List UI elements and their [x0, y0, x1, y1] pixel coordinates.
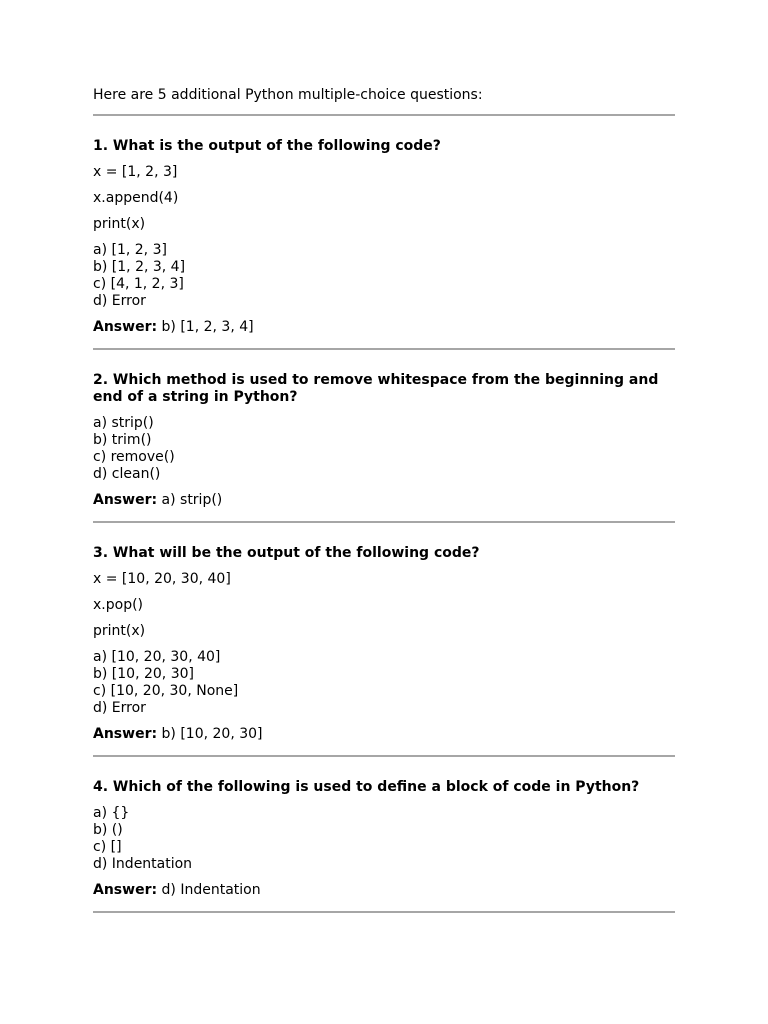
answer-line — [93, 882, 675, 899]
option-item: d) Error — [93, 700, 146, 716]
option-item: a) [1, 2, 3] — [93, 242, 167, 258]
options-list — [93, 649, 675, 717]
question-title: 1. What is the output of the following code? — [93, 138, 441, 154]
question-title: 2. Which method is used to remove whitespace from the beginning and end of a string in Python? — [93, 372, 659, 405]
document-page — [93, 86, 675, 913]
option-item: a) strip() — [93, 415, 154, 431]
code-line: x.append(4) — [93, 190, 179, 206]
answer-line — [93, 726, 675, 743]
option-item: b) [1, 2, 3, 4] — [93, 259, 186, 275]
code-line: x.pop() — [93, 597, 143, 613]
question-1 — [93, 116, 675, 336]
code-line: print(x) — [93, 623, 146, 639]
answer-label: Answer: — [93, 492, 158, 508]
intro-text: Here are 5 additional Python multiple-choice questions: — [93, 87, 483, 103]
code-line: x = [1, 2, 3] — [93, 164, 178, 180]
question-4 — [93, 757, 675, 899]
option-item: b) () — [93, 822, 123, 838]
option-item: a) {} — [93, 805, 130, 821]
code-line: x = [10, 20, 30, 40] — [93, 571, 231, 587]
answer-value: a) strip() — [161, 492, 223, 508]
answer-label: Answer: — [93, 882, 158, 898]
option-item: b) trim() — [93, 432, 152, 448]
option-item: a) [10, 20, 30, 40] — [93, 649, 221, 665]
option-item: c) [] — [93, 839, 122, 855]
question-title: 4. Which of the following is used to define a block of code in Python? — [93, 779, 640, 795]
options-list — [93, 415, 675, 483]
options-list — [93, 242, 675, 310]
options-list — [93, 805, 675, 873]
answer-value: b) [1, 2, 3, 4] — [161, 319, 254, 335]
option-item: c) [10, 20, 30, None] — [93, 683, 239, 699]
option-item: c) remove() — [93, 449, 175, 465]
answer-line — [93, 319, 675, 336]
option-item: d) Indentation — [93, 856, 193, 872]
question-2 — [93, 350, 675, 509]
answer-label: Answer: — [93, 319, 158, 335]
question-3 — [93, 523, 675, 743]
answer-value: b) [10, 20, 30] — [161, 726, 263, 742]
divider — [93, 911, 675, 913]
option-item: d) Error — [93, 293, 146, 309]
answer-value: d) Indentation — [161, 882, 261, 898]
option-item: c) [4, 1, 2, 3] — [93, 276, 184, 292]
code-line: print(x) — [93, 216, 146, 232]
question-title: 3. What will be the output of the following code? — [93, 545, 480, 561]
answer-label: Answer: — [93, 726, 158, 742]
answer-line — [93, 492, 675, 509]
option-item: d) clean() — [93, 466, 161, 482]
option-item: b) [10, 20, 30] — [93, 666, 194, 682]
